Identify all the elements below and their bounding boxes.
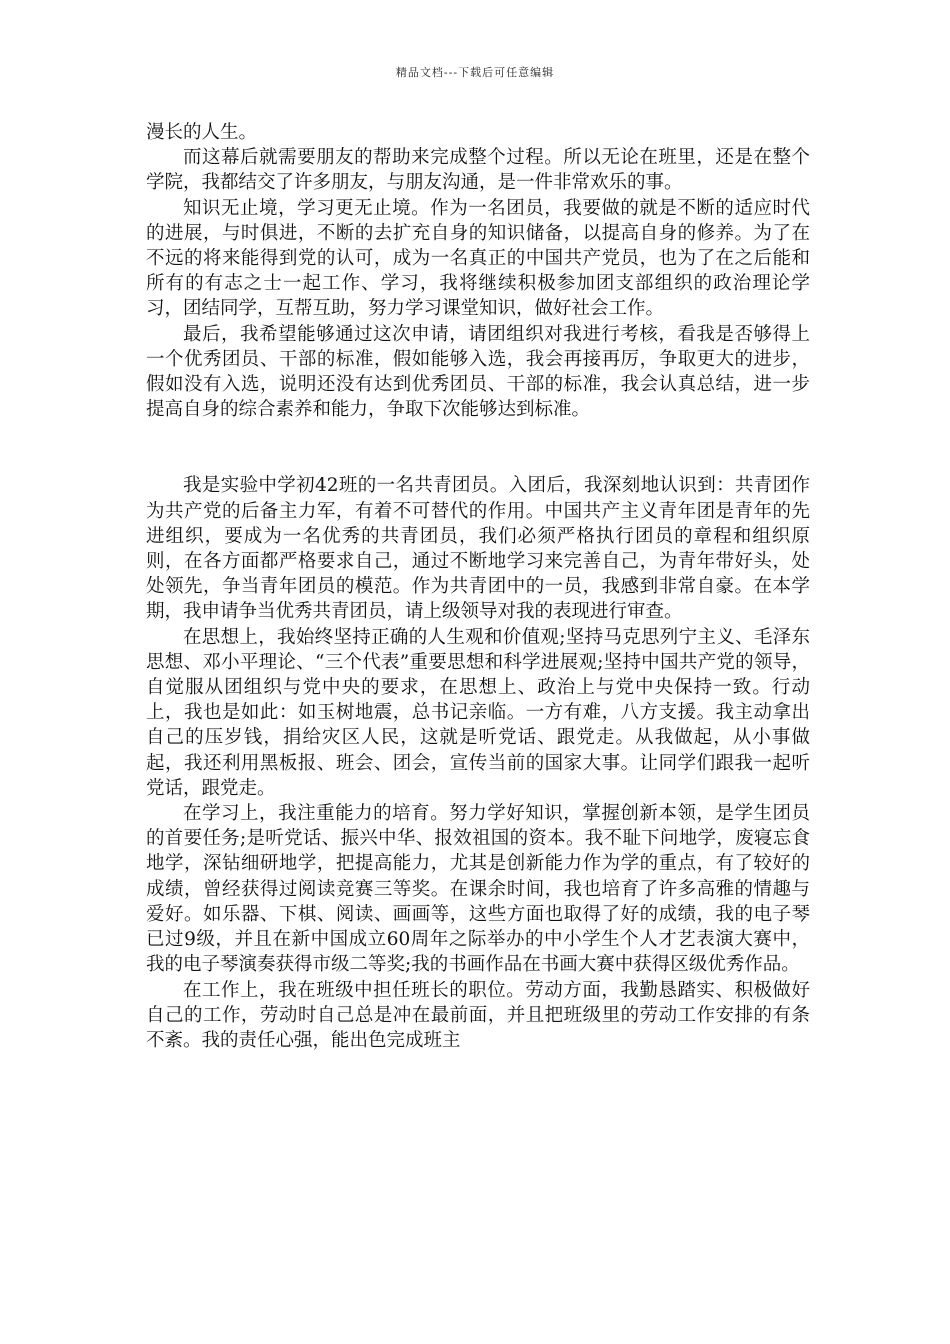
paragraph: 在思想上，我始终坚持正确的人生观和价值观;坚持马克思列宁主义、毛泽东思想、邓小平理论、“三个代表”重要思想和科学进展观;坚持中国共产党的领导，自觉服从团组织与党中央的要求，在思想上、政治上与党中央保持一致。行动上，我也是如此：如玉树地震，总书记亲临。一方有难，八方支援。我主动拿出自己的压岁钱，捐给灾区人民，这就是听党话、跟党走。从我做起，从小事做起，我还利用黑板报、班会、团会，宣传当前的国家大事。让同学们跟我一起听党话，跟党走。	[146, 626, 810, 799]
page-header: 精品文档---下载后可任意编辑	[395, 66, 555, 79]
paragraph: 我是实验中学初42班的一名共青团员。入团后，我深刻地认识到：共青团作为共产党的后备主力军，有着不可替代的作用。中国共产主义青年团是青年的先进组织，要成为一名优秀的共青团员，我们必须严格执行团员的章程和组织原则，在各方面都严格要求自己，通过不断地学习来完善自己，为青年带好头，处处领先，争当青年团员的模范。作为共青团中的一员，我感到非常自豪。在本学期，我申请争当优秀共青团员，请上级领导对我的表现进行审查。	[146, 475, 810, 623]
paragraph: 在工作上，我在班级中担任班长的职位。劳动方面，我勤恳踏实、积极做好自己的工作，劳动时自己总是冲在最前面，并且把班级里的劳动工作安排的有条不紊。我的责任心强，能出色完成班主	[146, 979, 810, 1051]
paragraph: 最后，我希望能够通过这次申请，请团组织对我进行考核，看我是否够得上一个优秀团员、干部的标准，假如能够入选，我会再接再厉，争取更大的进步，假如没有入选，说明还没有达到优秀团员、干部的标准，我会认真总结，进一步提高自身的综合素养和能力，争取下次能够达到标准。	[146, 323, 810, 421]
document-body	[146, 120, 810, 1053]
paragraph: 在学习上，我注重能力的培育。努力学好知识，掌握创新本领，是学生团员的首要任务;是听党话、振兴中华、报效祖国的资本。我不耻下问地学，废寝忘食地学，深钻细研地学，把提高能力，尤其是创新能力作为学的重点，有了较好的成绩，曾经获得过阅读竞赛三等奖。在课余时间，我也培育了许多高雅的情趣与爱好。如乐器、下棋、阅读、画画等，这些方面也取得了好的成绩，我的电子琴已过9级，并且在新中国成立60周年之际举办的中小学生个人才艺表演大赛中，我的电子琴演奏获得市级二等奖;我的书画作品在书画大赛中获得区级优秀作品。	[146, 803, 810, 976]
paragraph: 漫长的人生。	[146, 122, 258, 143]
paragraph: 知识无止境，学习更无止境。作为一名团员，我要做的就是不断的适应时代的进展，与时俱进，不断的去扩充自身的知识储备，以提高自身的修养。为了在不远的将来能得到党的认可，成为一名真正的中国共产党员，也为了在之后能和所有的有志之士一起工作、学习，我将继续积极参加团支部组织的政治理论学习，团结同学，互帮互助，努力学习课堂知识，做好社会工作。	[146, 197, 810, 320]
paragraph: 而这幕后就需要朋友的帮助来完成整个过程。所以无论在班里，还是在整个学院，我都结交了许多朋友，与朋友沟通，是一件非常欢乐的事。	[146, 147, 810, 194]
section-gap	[146, 422, 810, 473]
